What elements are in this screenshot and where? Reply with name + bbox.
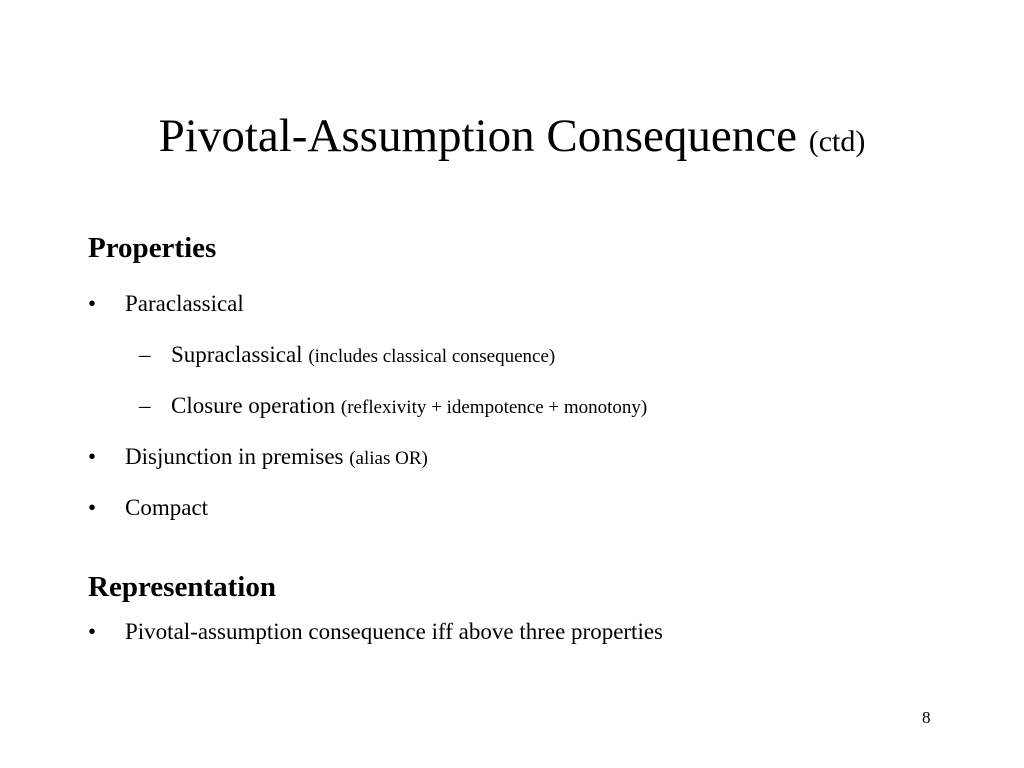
properties-heading: Properties	[88, 232, 217, 264]
bullet-text: Pivotal-assumption consequence iff above three properties	[125, 619, 663, 644]
bullet-note: (alias OR)	[349, 448, 428, 469]
sub-bullet-supraclassical	[139, 341, 555, 371]
slide-title-text: Pivotal-Assumption Consequence	[158, 110, 797, 162]
sub-bullet-marker: –	[139, 393, 151, 418]
bullet-marker: •	[88, 495, 97, 520]
bullet-marker: •	[88, 619, 97, 644]
sub-bullet-note: (reflexivity + idempotence + monotony)	[340, 397, 648, 418]
bullet-text: Disjunction in premises	[125, 444, 344, 469]
sub-bullet-text: Supraclassical	[171, 342, 303, 367]
sub-bullet-text: Closure operation	[171, 393, 336, 418]
bullet-marker: •	[88, 444, 97, 469]
slide-title-suffix: (ctd)	[808, 125, 866, 158]
slide-title	[0, 108, 1024, 170]
bullet-representation-statement	[88, 618, 663, 646]
bullet-marker: •	[88, 291, 97, 316]
bullet-disjunction-in-premises	[88, 443, 428, 473]
sub-bullet-marker: –	[139, 342, 151, 367]
bullet-compact	[88, 494, 208, 522]
representation-heading: Representation	[88, 571, 276, 603]
sub-bullet-note: (includes classical consequence)	[308, 346, 556, 367]
page-number: 8	[922, 708, 931, 727]
bullet-paraclassical	[88, 290, 244, 318]
bullet-text: Compact	[125, 495, 209, 520]
bullet-text: Paraclassical	[125, 291, 244, 316]
sub-bullet-closure-operation	[139, 392, 647, 422]
